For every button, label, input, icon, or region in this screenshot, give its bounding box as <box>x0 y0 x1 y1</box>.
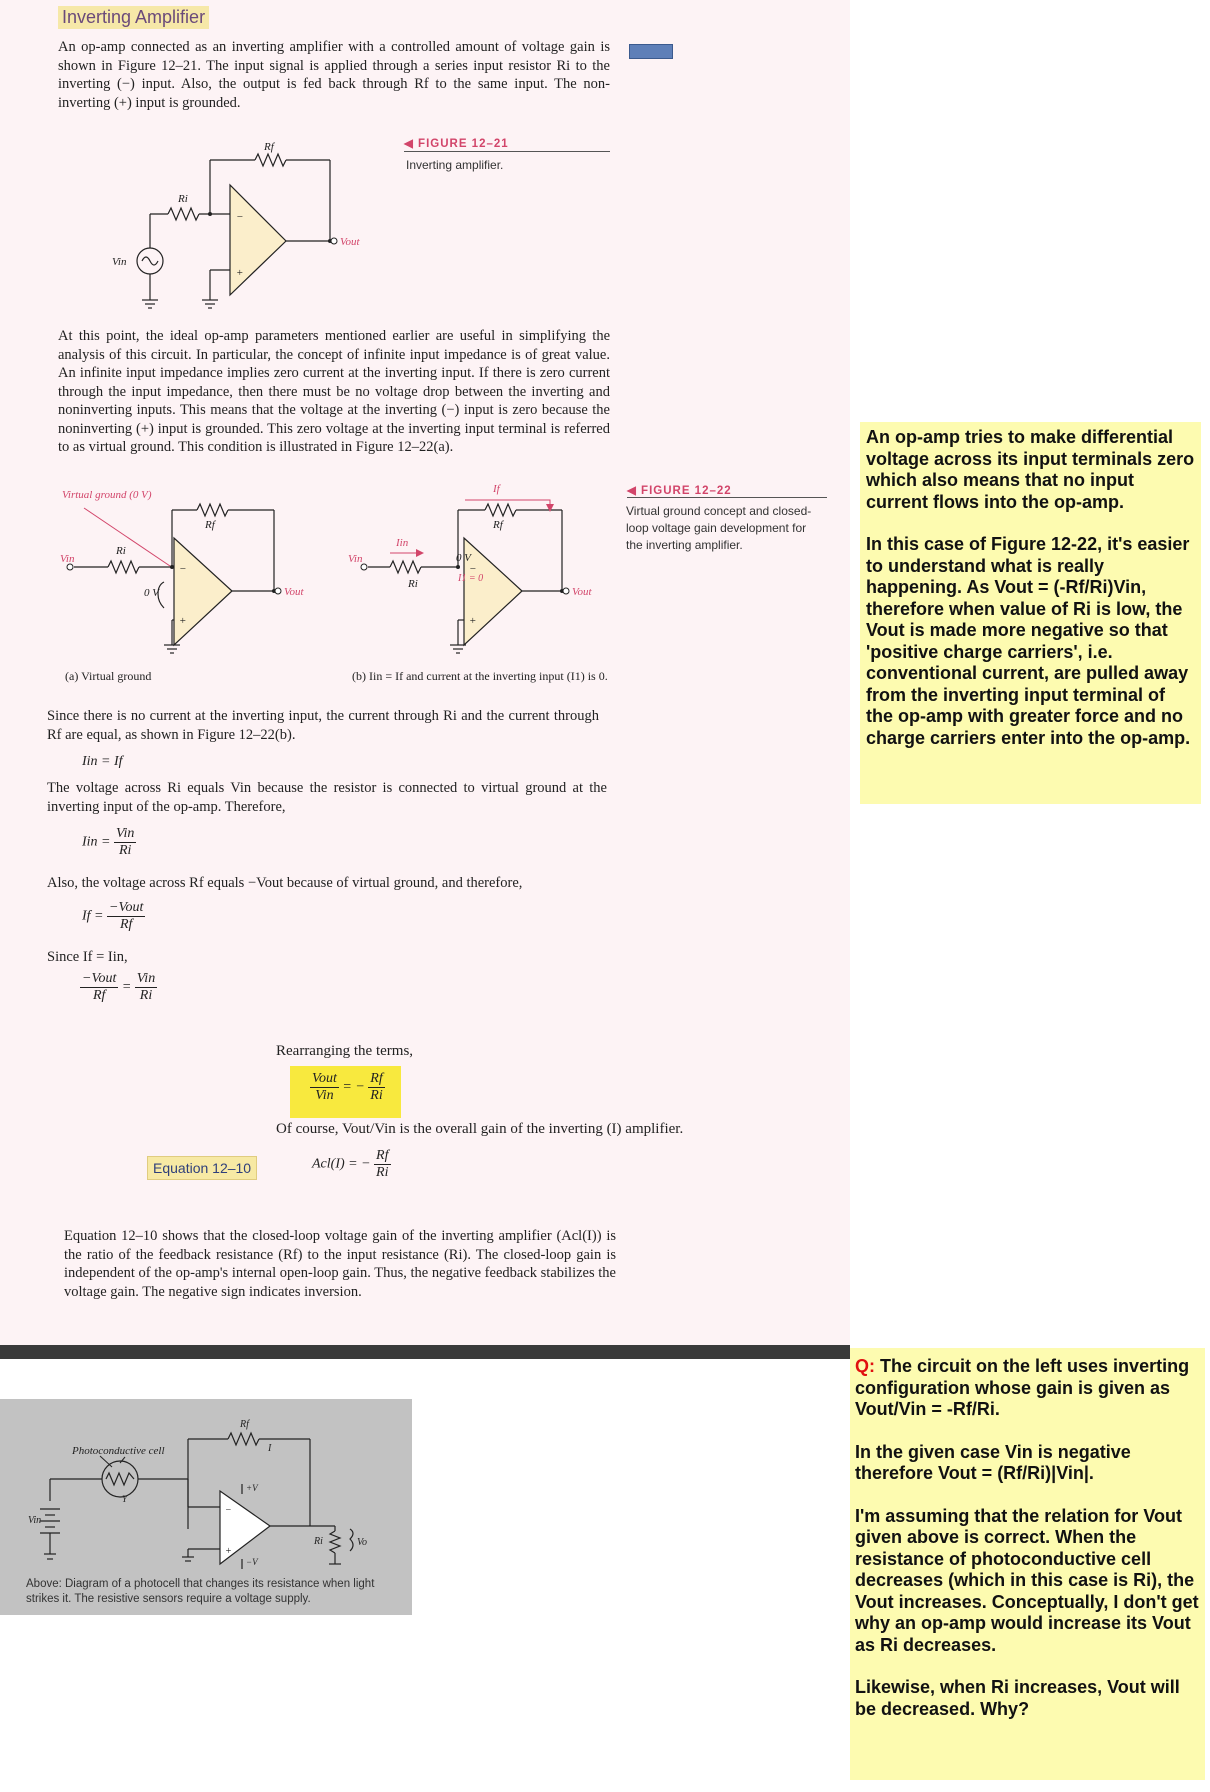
vout-label: Vout <box>572 586 592 598</box>
i1-label: I1 = 0 <box>458 573 484 584</box>
svg-text:+: + <box>225 1546 232 1557</box>
svg-text:−: − <box>236 211 244 223</box>
vin-label: Vin <box>348 553 363 565</box>
photocell-label: Photoconductive cell <box>72 1445 165 1457</box>
eq-gain: $\frac{\text{Vout}}{\text{Vin}}$ = − $\frac{Rf}{Ri}$ <box>312 1071 383 1103</box>
note-question <box>850 1348 1205 1780</box>
vo-label: Vo <box>357 1537 367 1548</box>
figure-12-22a-circuit <box>62 490 332 665</box>
figure-12-21-label: ◀ FIGURE 12–21 <box>404 138 509 150</box>
equation-label: Equation 12–10 <box>147 1156 257 1180</box>
virtual-ground-label: Virtual ground (0 V) <box>62 489 152 501</box>
svg-text:+: + <box>469 615 477 627</box>
figure-12-22b-subcaption: (b) Iin = If and current at the inverting input (I1) is 0. <box>352 669 608 683</box>
analysis-paragraph: At this point, the ideal op-amp parameters mentioned earlier are useful in simplifying the analysis of this circuit. In particular, the concept of infinite input impedance is of great value. An infinite input impedance implies zero current at the inverting input. If there is zero current through the input impedance, then there must be no voltage drop between the inverting and noninverting inputs. This means that the voltage at the inverting (−) input is zero because the noninverting (+) input is grounded. This zero voltage at the inverting input terminal is referred to as virtual ground. This condition is illustrated in Figure 12–22(a). <box>58 328 610 455</box>
ri-label: Ri <box>314 1536 323 1547</box>
rearranging-text: Rearranging the terms, <box>276 1043 414 1059</box>
vin-label: Vin <box>112 256 127 268</box>
eq-iin: Iin = $\frac{\text{Vin}}{Ri}$ <box>82 826 135 858</box>
figure-12-22b-circuit <box>350 482 620 665</box>
question-mark-label: Q: <box>855 1356 875 1376</box>
eq-if: If = $\frac{\text{−Vout}}{Rf}$ <box>82 900 144 932</box>
figure-12-21-caption: Inverting amplifier. <box>406 158 504 172</box>
conclusion-paragraph: Equation 12–10 shows that the closed-loop voltage gain of the inverting amplifier (Acl(I)) is the ratio of the feedback resistance (Rf) to the input resistance (Ri). The closed-loop gain is independent of the op-amp's internal open-loop gain. Thus, the negative feedback stabilizes the voltage gain. The negative sign indicates inversion. <box>64 1228 616 1300</box>
zero-v-label: 0 V <box>456 552 471 564</box>
figure-rule <box>627 497 827 498</box>
note-paragraph: In the given case Vin is negative therefore Vout = (Rf/Ri)|Vin|. <box>855 1441 1131 1483</box>
svg-text:−: − <box>225 1505 232 1516</box>
intro-paragraph: An op-amp connected as an inverting amplifier with a controlled amount of voltage gain is shown in Figure 12–21. The input signal is applied through a series input resistor Ri to the inverting (−) input. Also, the output is fed back through Rf to the same input. The non-inverting (+) input is grounded. <box>58 39 610 111</box>
iin-label: Iin <box>396 537 409 549</box>
vin-label: Vin <box>28 1515 42 1526</box>
vout-label: Vout <box>340 236 360 248</box>
note-paragraph: An op-amp tries to make differential voltage across its input terminals zero which also means that no input current flows into the op-amp. <box>866 427 1195 512</box>
rf-label: Rf <box>240 1419 249 1430</box>
of-course-text: Of course, Vout/Vin is the overall gain of the inverting (I) amplifier. <box>276 1121 684 1137</box>
note-paragraph: The circuit on the left uses inverting configuration whose gain is given as Vout/Vin = -Rf/Ri. <box>855 1356 1190 1419</box>
section-title: Inverting Amplifier <box>58 6 209 29</box>
rf-label: Rf <box>493 519 503 531</box>
note-explanation <box>860 422 1201 804</box>
ri-label: Ri <box>178 193 188 205</box>
figure-12-22a-subcaption: (a) Virtual ground <box>65 669 152 683</box>
figure-rule <box>404 151 610 152</box>
photocell-circuit <box>0 1399 412 1569</box>
eq-equal: $\frac{\text{−Vout}}{Rf}$ = $\frac{\text{Vin}}{Ri}$ <box>82 971 156 1003</box>
svg-text:+: + <box>236 267 244 279</box>
svg-text:+: + <box>179 615 187 627</box>
ri-label: Ri <box>408 578 418 590</box>
separator-band <box>0 1345 850 1359</box>
svg-text:−: − <box>469 563 477 575</box>
photocell-caption: Above: Diagram of a photocell that changes its resistance when light strikes it. The resistive sensors require a voltage supply. <box>26 1578 375 1605</box>
rf-label: Rf <box>264 141 274 153</box>
current-label: I <box>268 1443 272 1454</box>
rf-label: Rf <box>205 519 215 531</box>
vout-label: Vout <box>284 586 304 598</box>
ri-label: Ri <box>116 545 126 557</box>
since-line: Since If = Iin, <box>47 949 128 965</box>
svg-text:−: − <box>179 563 187 575</box>
note-paragraph: Likewise, when Ri increases, Vout will be decreased. Why? <box>855 1677 1180 1719</box>
eq-acl: Acl(I) = − $\frac{Rf}{Ri}$ <box>312 1148 389 1180</box>
minus-v-label: −V <box>246 1557 258 1567</box>
figure-12-22-label: ◀ FIGURE 12–22 <box>627 485 732 497</box>
vin-label: Vin <box>60 553 75 565</box>
y-label: Y <box>122 1494 128 1504</box>
plus-v-label: +V <box>246 1483 258 1493</box>
tab-icon <box>629 44 673 59</box>
zero-v-label: 0 V <box>144 587 159 599</box>
voltage-paragraph: The voltage across Ri equals Vin because the resistor is connected to virtual ground at the inverting input of the op-amp. Therefore, <box>47 780 607 815</box>
figure-12-22-caption: Virtual ground concept and closed-loop voltage gain development for the inverting amplifier. <box>626 504 812 552</box>
note-paragraph: In this case of Figure 12-22, it's easier to understand what is really happening. As Vout = (-Rf/Ri)Vin, therefore when value of Ri is low, the Vout is made more negative so that 'positive charge carriers', i.e. conventional current, are pulled away from the inverting input terminal of the op-amp with greater force and no charge carriers enter into the op-amp. <box>866 534 1191 748</box>
note-paragraph: I'm assuming that the relation for Vout given above is correct. When the resistance of photoconductive cell decreases (which in this case is Ri), the Vout increases. Conceptually, I don't get why an op-amp would increase its Vout as Ri decreases. <box>855 1505 1199 1655</box>
vout-paragraph: Also, the voltage across Rf equals −Vout because of virtual ground, and therefore, <box>47 875 523 891</box>
eq-iin-if: Iin = If <box>82 754 123 769</box>
if-label: If <box>493 483 500 495</box>
current-paragraph: Since there is no current at the inverting input, the current through Ri and the current through Rf are equal, as shown in Figure 12–22(b). <box>47 708 599 743</box>
figure-12-21-circuit <box>100 130 400 315</box>
